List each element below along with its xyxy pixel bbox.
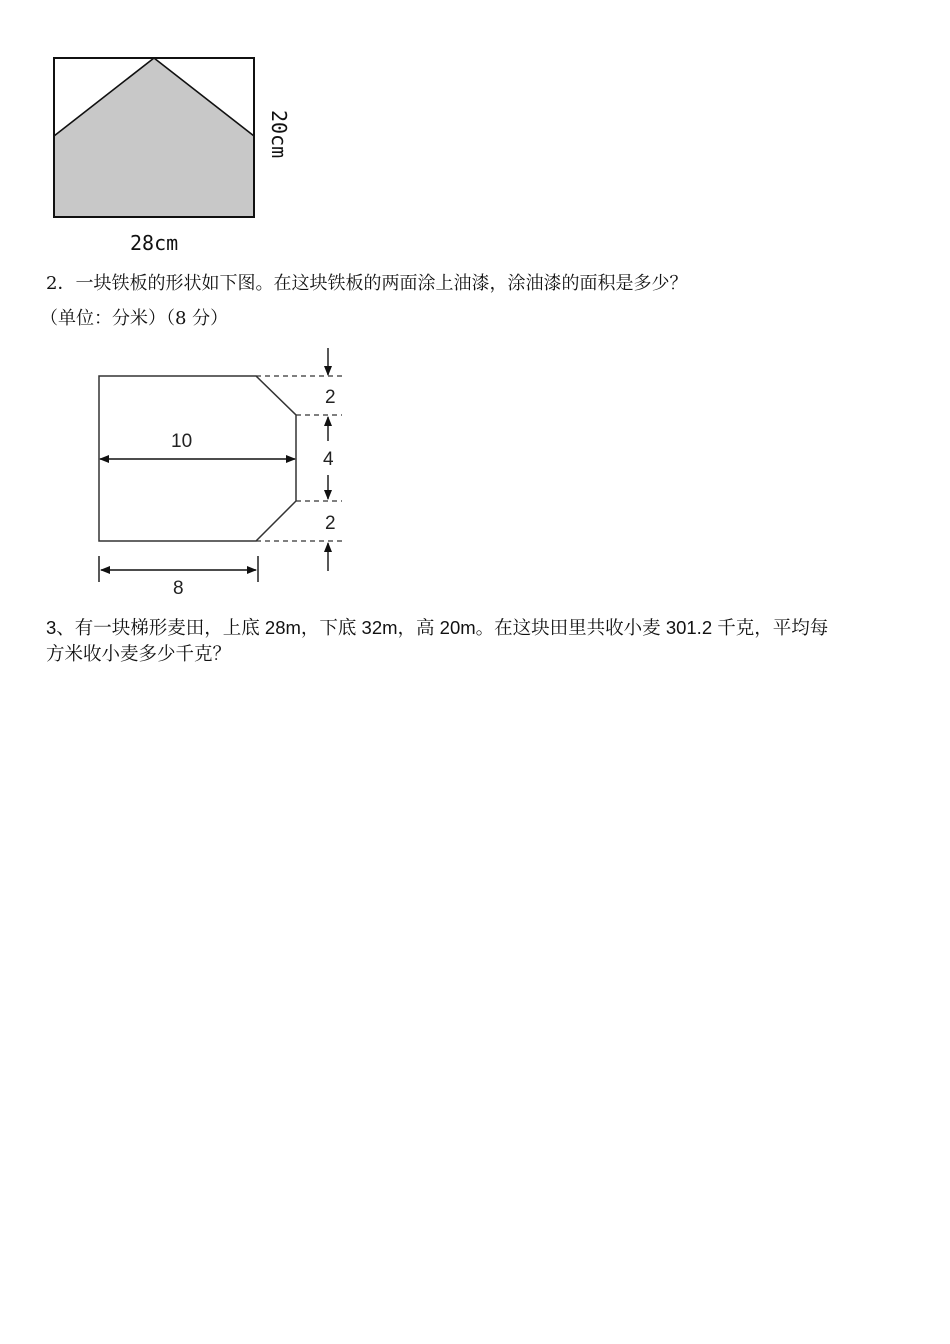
- label-middle-right: 4: [323, 449, 334, 470]
- shaded-pentagon: [54, 58, 254, 217]
- height-label: 20cm: [267, 110, 291, 159]
- label-inner-width: 10: [171, 431, 193, 452]
- figure-iron-plate: [80, 345, 370, 599]
- question-3-line-2: 方米收小麦多少千克？: [46, 643, 232, 664]
- label-bottom-right: 2: [325, 513, 336, 534]
- label-bottom-width: 8: [173, 578, 184, 599]
- question-2-line-2: （单位：分米）（8 分）: [40, 308, 229, 329]
- question-3-line-1: 3、有一块梯形麦田，上底 28m，下底 32m，高 20m。在这块田里共收小麦 301.2 千克，平均每: [46, 617, 829, 638]
- figure-rectangle-shaded: [40, 48, 300, 258]
- width-label: 28cm: [130, 231, 179, 255]
- label-top-right: 2: [325, 387, 336, 408]
- question-2-line-1: 2．一块铁板的形状如下图。在这块铁板的两面涂上油漆，涂油漆的面积是多少？: [46, 273, 688, 294]
